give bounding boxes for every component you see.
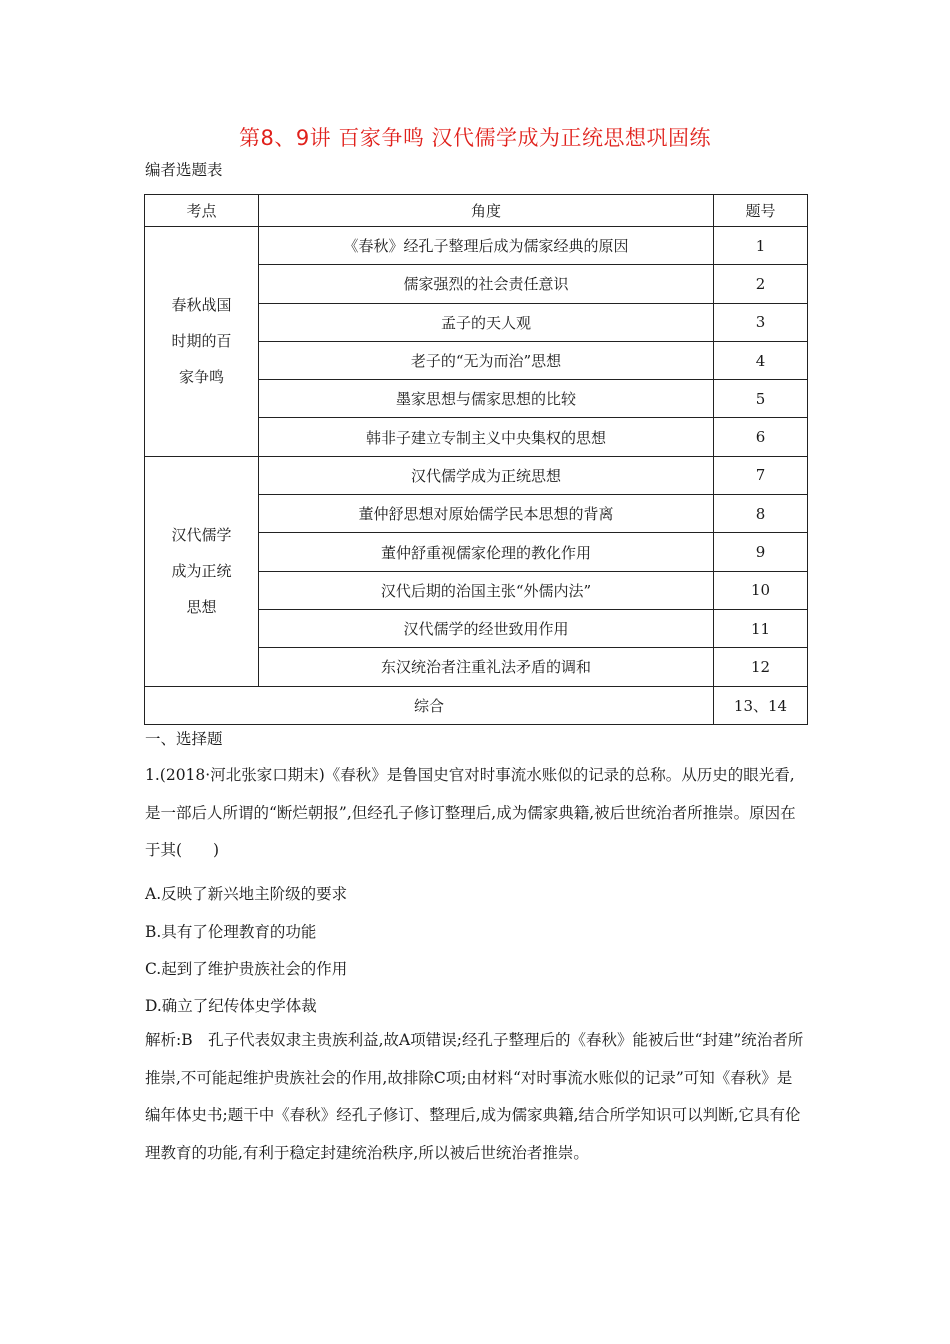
option-b: B.具有了伦理教育的功能 (145, 923, 317, 941)
table-row (145, 227, 808, 265)
angle-cell: 汉代儒学成为正统思想 (259, 456, 714, 494)
angle-cell: 东汉统治者注重礼法矛盾的调和 (259, 648, 714, 686)
number-cell: 1 (714, 227, 808, 265)
option-a: A.反映了新兴地主阶级的要求 (145, 885, 348, 903)
number-cell: 9 (714, 533, 808, 571)
number-cell: 12 (714, 648, 808, 686)
header-angle: 角度 (259, 195, 714, 227)
angle-cell: 墨家思想与儒家思想的比较 (259, 380, 714, 418)
number-cell: 6 (714, 418, 808, 456)
angle-cell: 儒家强烈的社会责任意识 (259, 265, 714, 303)
number-cell: 8 (714, 495, 808, 533)
header-topic: 考点 (145, 195, 259, 227)
angle-cell: 老子的“无为而治”思想 (259, 341, 714, 379)
section-heading: 一、选择题 (145, 730, 223, 748)
summary-row (145, 686, 808, 724)
topic-cell-han-confucianism (145, 456, 259, 686)
option-c: C.起到了维护贵族社会的作用 (145, 960, 348, 978)
angle-cell: 孟子的天人观 (259, 303, 714, 341)
summary-label: 综合 (145, 686, 714, 724)
table-caption: 编者选题表 (145, 161, 223, 179)
angle-cell: 董仲舒重视儒家伦理的教化作用 (259, 533, 714, 571)
header-number: 题号 (714, 195, 808, 227)
page-title: 第8、9讲 百家争鸣 汉代儒学成为正统思想巩固练 (238, 126, 712, 150)
table-header-row (145, 195, 808, 227)
angle-cell: 韩非子建立专制主义中央集权的思想 (259, 418, 714, 456)
angle-cell: 汉代儒学的经世致用作用 (259, 609, 714, 647)
topic-line: 汉代儒学 (171, 526, 232, 545)
question-stem: 1.(2018·河北张家口期末)《春秋》是鲁国史官对时事流水账似的记录的总称。从历史的眼光看,是一部后人所谓的“断烂朝报”,但经孔子修订整理后,成为儒家典籍,被后世统治者所推崇。原因在于其( ) (145, 766, 796, 860)
table-row (145, 456, 808, 494)
topic-selection-table (144, 194, 808, 725)
number-cell: 11 (714, 609, 808, 647)
angle-cell: 《春秋》经孔子整理后成为儒家经典的原因 (259, 227, 714, 265)
topic-line: 家争鸣 (178, 368, 224, 387)
number-cell: 4 (714, 341, 808, 379)
answer-analysis: 解析:B 孔子代表奴隶主贵族利益,故A项错误;经孔子整理后的《春秋》能被后世“封建”统治者所推崇,不可能起维护贵族社会的作用,故排除C项;由材料“对时事流水账似的记录”可知《春秋》是编年体史书;题干中《春秋》经孔子修订、整理后,成为儒家典籍,结合所学知识可以判断,它具有伦理教育的功能,有利于稳定封建统治秩序,所以被后世统治者推崇。 (145, 1031, 804, 1162)
summary-number: 13、14 (714, 686, 808, 724)
angle-cell: 董仲舒思想对原始儒学民本思想的背离 (259, 495, 714, 533)
topic-line: 春秋战国 (171, 296, 232, 315)
number-cell: 3 (714, 303, 808, 341)
angle-cell: 汉代后期的治国主张“外儒内法” (259, 571, 714, 609)
topic-cell-hundred-schools (145, 227, 259, 457)
topic-line: 思想 (186, 598, 217, 617)
number-cell: 7 (714, 456, 808, 494)
topic-line: 成为正统 (171, 562, 232, 581)
number-cell: 5 (714, 380, 808, 418)
number-cell: 10 (714, 571, 808, 609)
topic-line: 时期的百 (171, 332, 232, 351)
number-cell: 2 (714, 265, 808, 303)
option-d: D.确立了纪传体史学体裁 (145, 997, 317, 1015)
